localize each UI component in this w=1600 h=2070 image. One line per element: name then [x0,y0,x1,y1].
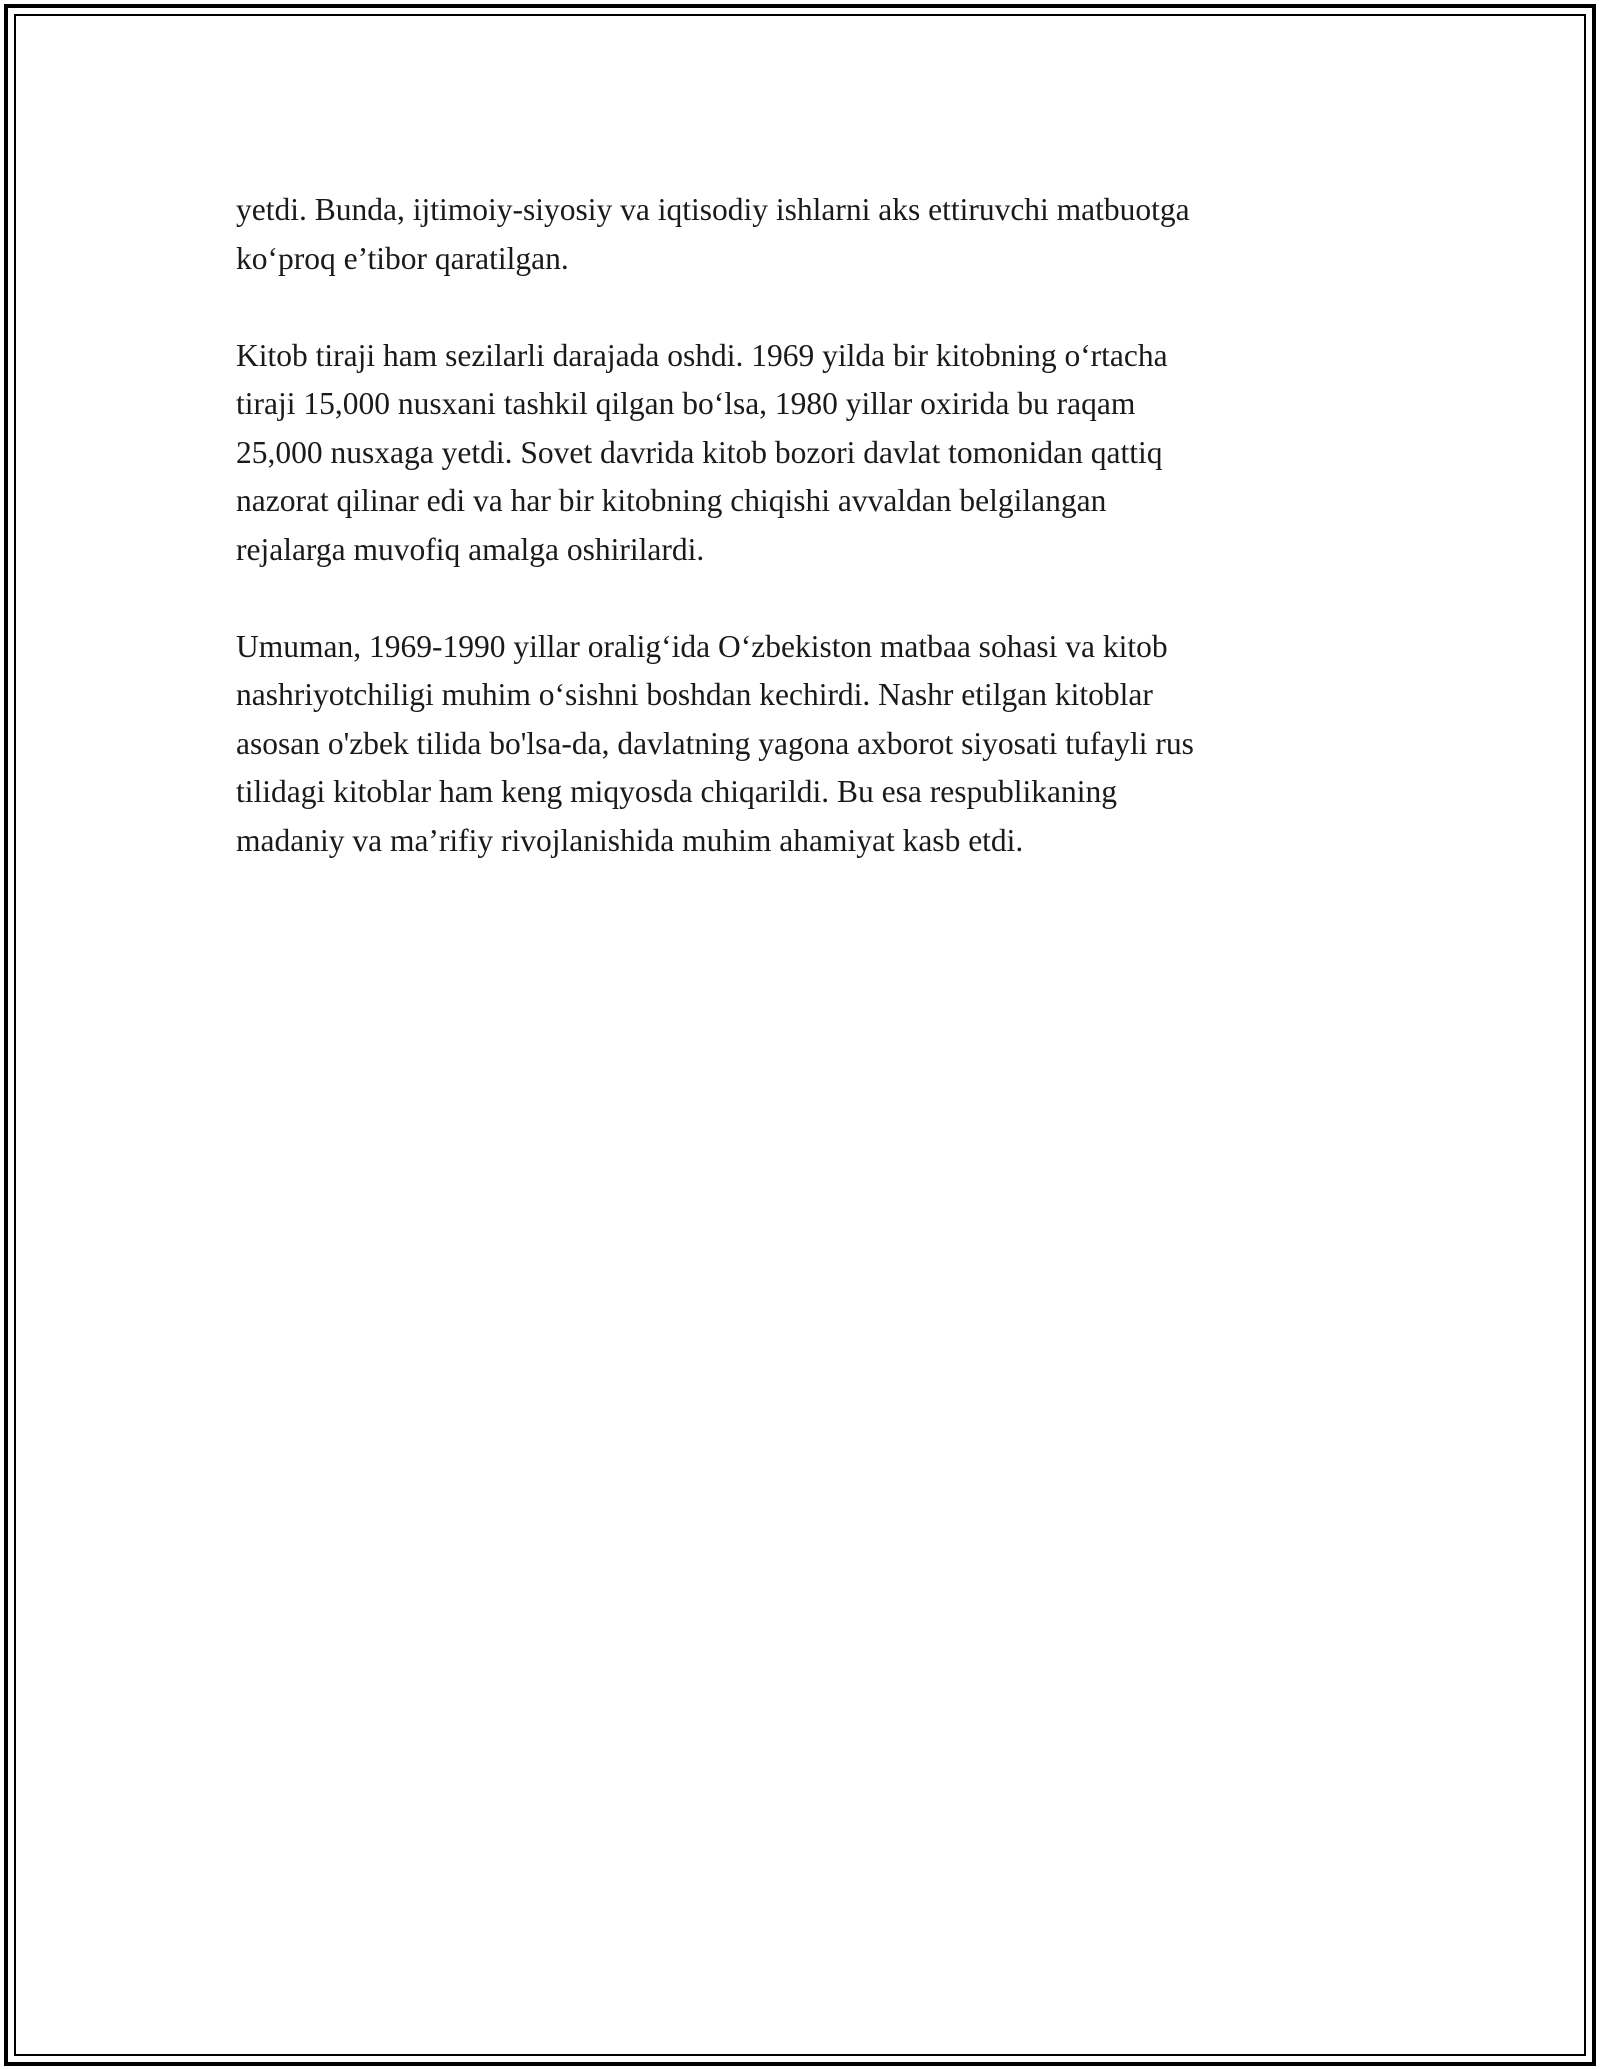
paragraph-1: yetdi. Bunda, ijtimoiy-siyosiy va iqtisodiy ishlarni aks ettiruvchi matbuotga ko‘proq e’tibor qaratilgan. [236,192,1190,276]
paragraph-2: Kitob tiraji ham sezilarli darajada oshdi. 1969 yilda bir kitobning o‘rtacha tiraji 15,000 nusxani tashkil qilgan bo‘lsa, 1980 yillar oxirida bu raqam 25,000 nusxaga yetdi. Sovet davrida kitob bozori davlat tomonidan qattiq nazorat qilinar edi va har bir kitobning chiqishi avvaldan belgilangan rejalarga muvofiq amalga oshirilardi. [236,337,1168,567]
paragraph-3: Umuman, 1969-1990 yillar oralig‘ida O‘zbekiston matbaa sohasi va kitob nashriyotchiligi muhim o‘sishni boshdan kechirdi. Nashr etilgan kitoblar asosan o'zbek tilida bo'lsa-da, davlatning yagona axborot siyosati tufayli rus tilidagi kitoblar ham keng miqyosda chiqarildi. Bu esa respublikaning madaniy va ma’rifiy rivojlanishida muhim ahamiyat kasb etdi. [236,628,1194,858]
document-body [236,186,1366,914]
